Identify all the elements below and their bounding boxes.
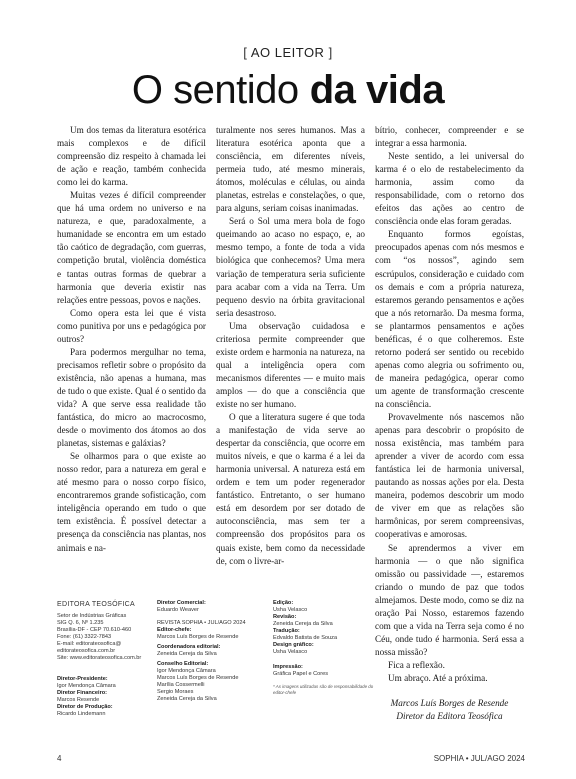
council-member: Marília Cossermelli <box>157 682 205 688</box>
page-number: 4 <box>57 754 62 763</box>
paragraph: Provavelmente nós nascemos não apenas para descobrir o propósito de nossa existência, mas também para aprender a viver de acordo com essa fantástica lei de harmonia universal, pautando as nossas ações por ela. Desta maneira, podemos descobrir um modo de viver em que as relações são harmônicas, por serem compreensivas, cooperativas e amorosas. <box>375 412 524 540</box>
paragraph: Um dos temas da literatura esotérica mais complexos e de difícil compreensão diz respeito à chamada lei de ação e reação, também conhecida como lei do karma. <box>57 125 206 188</box>
section-tag <box>0 45 576 60</box>
section-bracket-open: [ <box>243 45 248 60</box>
production: Ricardo Lindemann <box>57 711 106 717</box>
title-light: O sentido <box>131 68 299 112</box>
edition: Usha Velasco <box>273 607 308 613</box>
coordinator: Zeneida Cereja da Silva <box>157 651 217 657</box>
paragraph: Se olharmos para o que existe ao nosso redor, para a natureza em geral e até mesmo para o nosso corpo físico, encontraremos grande sofisticação, com inteligência operando em tudo o que tem existência. É possível detectar a presença da consciência nas plantas, nos animais e na- <box>57 451 206 553</box>
financial: Marcos Resende <box>57 697 100 703</box>
coordinator-label: Coordenadora editorial: <box>157 644 221 650</box>
paragraph: Enquanto formos egoístas, preocupados apenas com nós mesmos e com “os nossos”, agindo sem escrúpulos, consideração e cuidado com os demais e com a própria natureza, estaremos gerando pensamentos e ações que a nós retornarão. Da mesma forma, se plantarmos pensamentos e ações benéficas, é o que colheremos. Este retorno poderá ser sentido ou recebido apenas como alegria ou sofrimento ou, de maneira pedagógica, operar como um agente de transformação crescente na consciência. <box>375 229 524 409</box>
email-line: E-mail: editorateosofica@ <box>57 641 122 647</box>
issue-line: REVISTA SOPHIA • JUL/AGO 2024 <box>157 620 246 626</box>
paragraph: Será o Sol uma mera bola de fogo queimando ao acaso no espaço, e, ao mesmo tempo, a fonte de toda a vida biológica que conhecemos? Uma mera variação de temperatura seria suficiente para acabar com a vida na Terra. Um pequeno desvio na órbita gravitacional seria desastroso. <box>216 216 365 318</box>
paragraph: Se aprendermos a viver em harmonia — o que não significa omissão ou passividade —, estaremos criando o mundo de paz que todos almejamos. Deste modo, como se diz na oração Pai Nosso, estaremos fazendo com que a vida na Terra seja como é no Céu, onde tudo é harmonia. Será essa a nossa missão? <box>375 542 524 657</box>
signature-name: Marcos Luís Borges de Resende <box>390 698 509 709</box>
council-member: Sergio Moraes <box>157 689 194 695</box>
revision-label: Revisão: <box>273 614 297 620</box>
paragraph: Uma observação cuidadosa e criteriosa permite compreender que existe ordem e harmonia na natureza, na qual a inteligência opera com mecanismos diferentes — e muito mais amplos — do que a consciência que existe no ser humano. <box>216 320 365 409</box>
council-member: Igor Mendonça Câmara <box>157 668 216 674</box>
commercial: Eduardo Weaver <box>157 607 199 613</box>
paragraph: bítrio, conhecer, compreender e se integrar a essa harmonia. <box>375 125 524 149</box>
section-bracket-close: ] <box>328 45 333 60</box>
paragraph: Um abraço. Até a próxima. <box>388 672 488 683</box>
paragraph: Como opera esta lei que é vista como punitiva por uns e pedagógica por outros? <box>57 307 206 344</box>
translation-label: Tradução: <box>273 628 300 634</box>
address-line: SIG Q. 6, Nº 1.235 <box>57 620 104 626</box>
text-column-3 <box>375 124 524 779</box>
text-column-1 <box>57 124 206 594</box>
print-label: Impressão: <box>273 664 303 670</box>
masthead-column-3 <box>273 600 377 695</box>
footer-issue: SOPHIA • JUL/AGO 2024 <box>433 754 525 763</box>
print: Gráfica Papel e Cores <box>273 671 329 677</box>
section-label: AO LEITOR <box>250 45 325 60</box>
text-column-2 <box>216 124 365 594</box>
masthead-column-1 <box>57 600 149 718</box>
article-title <box>0 66 576 114</box>
council-member: Marcos Luís Borges de Resende <box>157 675 239 681</box>
masthead-column-2 <box>157 600 269 703</box>
financial-label: Diretor Financeiro: <box>57 690 108 696</box>
publisher-name: EDITORA TEOSÓFICA <box>57 601 135 608</box>
commercial-label: Diretor Comercial: <box>157 600 206 606</box>
paragraph: Muitas vezes é difícil compreender que há uma ordem no universo e na natureza, e que, paradoxalmente, a humanidade se encontra em um estado tão caótico de degradação, com guerras, competição brutal, violência doméstica e tantas outras formas de quebrar a harmonia que deveria existir nas relações entre pessoas, povos e nações. <box>57 190 206 305</box>
paragraph: Fica a reflexão. <box>388 659 445 670</box>
page-footer <box>57 754 525 766</box>
edition-label: Edição: <box>273 600 294 606</box>
design: Usha Velasco <box>273 649 308 655</box>
email-line: editorateosofica.com.br <box>57 648 116 654</box>
president-label: Diretor-Presidente: <box>57 676 108 682</box>
paragraph: O que a literatura sugere é que toda a manifestação de vida serve ao despertar da consciência, que ocorre em muitos níveis, e que o karma é a lei da harmonia universal. A natureza está em ordem e tem um poder regenerador fantástico. Entretanto, o ser humano está em desordem por ser dotado de autoconsciência, mas sem ter a compreensão dos propósitos para os quais existe, bem como da necessidade de, com o livre-ar- <box>216 412 365 566</box>
site: Site: www.editorateosofica.com.br <box>57 655 142 661</box>
design-label: Design gráfico: <box>273 642 314 648</box>
paragraph: turalmente nos seres humanos. Mas a literatura esotérica aponta que a consciência, em diferentes níveis, permeia tudo, até mesmo minerais, átomos, moléculas e células, ou ainda planetas, estrelas e constelações, o que, para alguns, seriam coisas inanimadas. <box>216 125 365 214</box>
editor-label: Editor-chefe: <box>157 627 192 633</box>
production-label: Diretor de Produção: <box>57 704 113 710</box>
signature <box>375 697 524 723</box>
image-note: * As imagens utilizadas são de responsabilidade do editor-chefe <box>273 684 374 695</box>
editor: Marcos Luís Borges de Resende <box>157 634 239 640</box>
signature-role: Diretor da Editora Teosófica <box>396 711 503 722</box>
paragraph: Para podermos mergulhar no tema, precisamos refletir sobre o propósito da existência, não apenas a humana, mas de tudo o que existe. Qual é o sentido da vida? A que serve essa realidade tão fantástica, do micro ao macrocosmo, desde o movimento dos átomos ao dos planetas, sistemas e galáxias? <box>57 346 206 449</box>
council-label: Conselho Editorial: <box>157 661 209 667</box>
title-bold: da vida <box>309 68 445 112</box>
address-line: Setor de Indústrias Gráficas <box>57 613 127 619</box>
masthead <box>57 600 377 735</box>
phone: Fone: (61) 3322-7843 <box>57 634 112 640</box>
president: Igor Mendonça Câmara <box>57 683 116 689</box>
translation: Edvaldo Batista de Souza <box>273 635 338 641</box>
address-line: Brasília-DF - CEP 70.610-460 <box>57 627 132 633</box>
paragraph: Neste sentido, a lei universal do karma é o elo de restabelecimento da harmonia, assim como da responsabilidade, com o retorno dos efeitos das ações ao centro de consciência onde elas foram geradas. <box>375 151 524 227</box>
revision: Zeneida Cereja da Silva <box>273 621 333 627</box>
council-member: Zeneida Cereja da Silva <box>157 696 217 702</box>
